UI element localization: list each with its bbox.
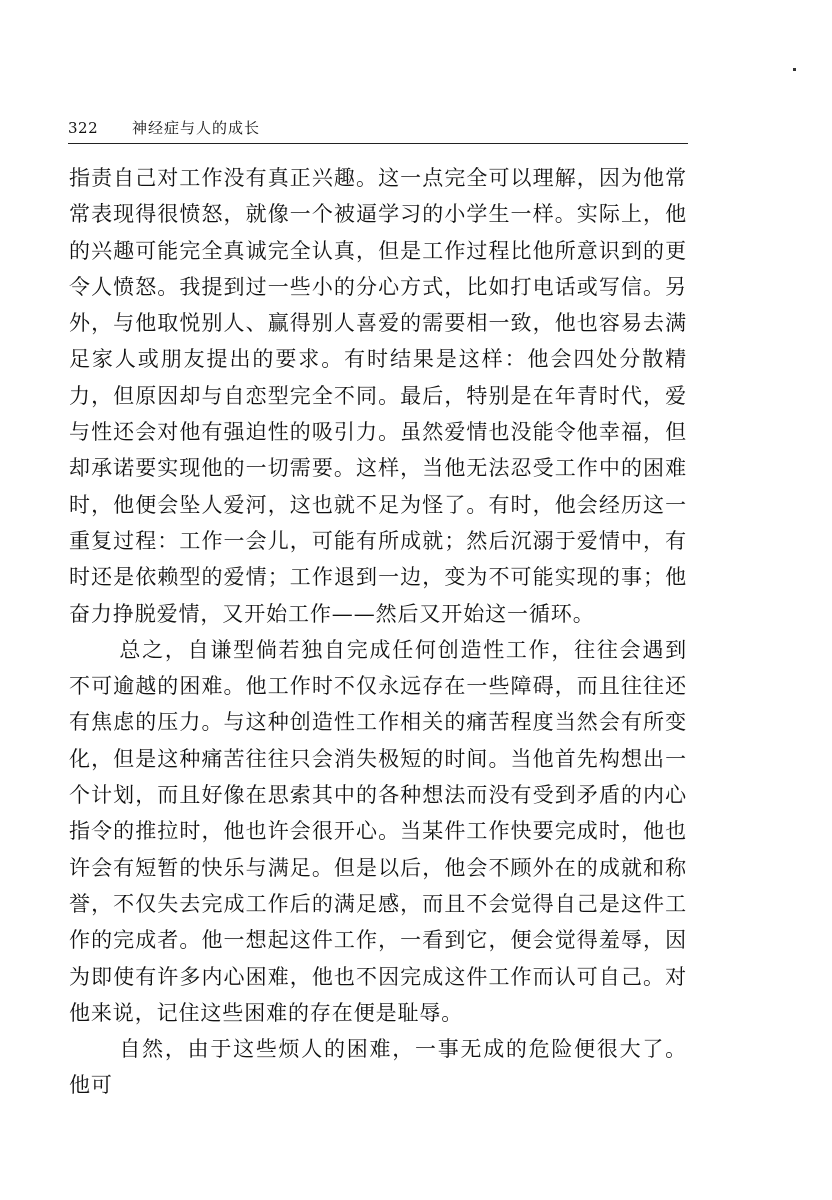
paragraph-continued: 指责自己对工作没有真正兴趣。这一点完全可以理解，因为他常常表现得很愤怒，就像一个被逼学习的小学生一样。实际上，他的兴趣可能完全真诚完全认真，但是工作过程比他所意识到的更令人愤怒。我提到过一些小的分心方式，比如打电话或写信。另外，与他取悦别人、赢得别人喜爱的需要相一致，他也容易去满足家人或朋友提出的要求。有时结果是这样：他会四处分散精力，但原因却与自恋型完全不同。最后，特别是在年青时代，爱与性还会对他有强迫性的吸引力。虽然爱情也没能令他幸福，但却承诺要实现他的一切需要。这样，当他无法忍受工作中的困难时，他便会坠人爱河，这也就不足为怪了。有时，他会经历这一重复过程：工作一会儿，可能有所成就；然后沉溺于爱情中，有时还是依赖型的爱情；工作退到一边，变为不可能实现的事；他奋力挣脱爱情，又开始工作——然后又开始这一循环。 xyxy=(69,166,687,626)
page-number: 322 xyxy=(68,119,99,137)
running-title: 神经症与人的成长 xyxy=(132,119,261,137)
paragraph: 自然，由于这些烦人的困难，一事无成的危险便很大了。他可 xyxy=(69,1037,687,1098)
running-header xyxy=(68,116,688,140)
header-rule xyxy=(68,143,688,144)
paragraph: 总之，自谦型倘若独自完成任何创造性工作，往往会遇到不可逾越的困难。他工作时不仅永远存在一些障碍，而且往往还有焦虑的压力。与这种创造性工作相关的痛苦程度当然会有所变化，但是这种痛苦往往只会消失极短的时间。当他首先构想出一个计划，而且好像在思索其中的各种想法而没有受到矛盾的内心指令的推拉时，他也许会很开心。当某件工作快要完成时，他也许会有短暂的快乐与满足。但是以后，他会不顾外在的成就和称誉，不仅失去完成工作后的满足感，而且不会觉得自己是这件工作的完成者。他一想起这件工作，一看到它，便会觉得羞辱，因为即使有许多内心困难，他也不因完成这件工作而认可自己。对他来说，记住这些困难的存在便是耻辱。 xyxy=(69,637,687,1025)
body-text xyxy=(69,160,687,1104)
scan-mark xyxy=(793,68,796,71)
